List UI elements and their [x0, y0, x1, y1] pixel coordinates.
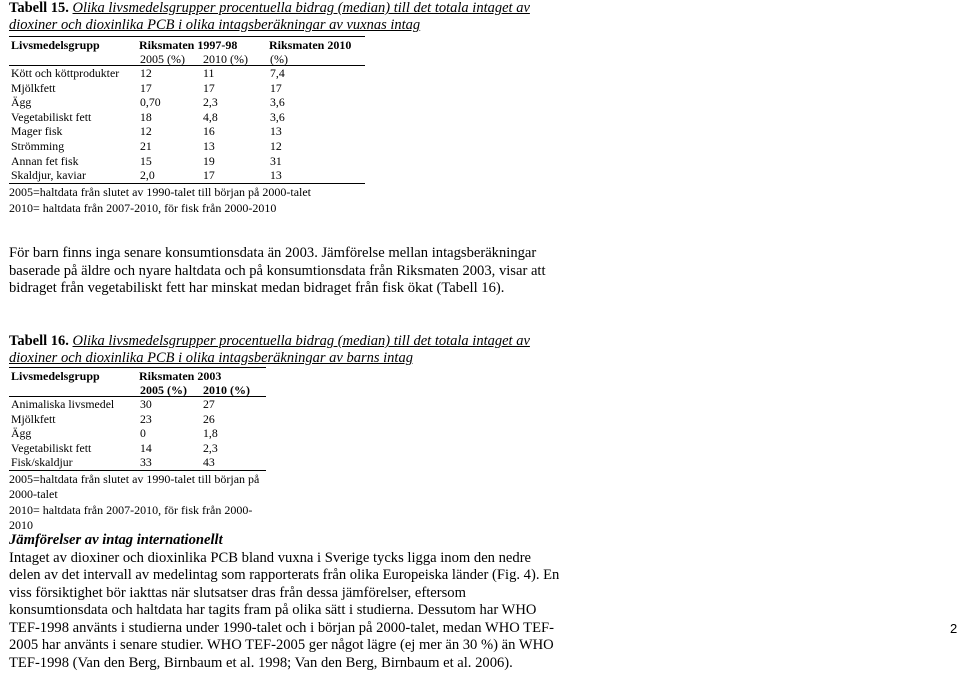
page-number: 2 — [950, 621, 958, 636]
table-row: Mager fisk 12 16 13 — [11, 124, 282, 139]
table15-sub-2010: 2010 (%) — [203, 52, 248, 66]
table15-col-group: Livsmedelsgrupp — [11, 38, 100, 52]
paragraph-line: Intaget av dioxiner och dioxinlika PCB bland vuxna i Sverige tycks ligga inom den nedre — [9, 549, 532, 566]
section-heading: Jämförelser av intag internationellt — [9, 532, 223, 548]
table15-header — [9, 37, 365, 65]
table15-sub-2005: 2005 (%) — [140, 52, 185, 66]
table16-note2: 2010= haltdata från 2007-2010, för fisk från 2000-2010 — [9, 502, 253, 532]
paragraph-line: TEF-1998 (Van den Berg, Birnbaum et al. 1998; Van den Berg, Birnbaum et al. 2006). — [9, 654, 513, 671]
table-row: Mjölkfett 23 26 — [11, 411, 215, 426]
paragraph-line: bidraget från vegetabiliskt fett har minskat medan bidraget från fisk ökat (Tabell 16). — [9, 280, 505, 296]
table-row: Animaliska livsmedel 30 27 — [11, 397, 215, 411]
table16-col-group: Livsmedelsgrupp — [11, 369, 100, 383]
table16-title-line2: dioxiner och dioxinlika PCB i olika intagsberäkningar av barns intag — [9, 350, 413, 366]
table-row: Ägg 0,70 2,3 3,6 — [11, 95, 285, 110]
paragraph-line: För barn finns inga senare konsumtionsdata än 2003. Jämförelse mellan intagsberäkningar — [9, 245, 537, 261]
table-row: Skaldjur, kaviar 2,0 17 13 — [11, 168, 282, 183]
table16-sub-2005: 2005 (%) — [140, 383, 187, 397]
table16-col-riks2003: Riksmaten 2003 — [139, 369, 222, 383]
table-row: Ägg 0 1,8 — [11, 426, 218, 441]
table15-col-riks2010: Riksmaten 2010 — [269, 38, 352, 52]
paragraph-line: viss försiktighet bör iakttas när slutsatser dras från dessa jämförelser, eftersom — [9, 584, 466, 601]
table16-sub-2010: 2010 (%) — [203, 383, 250, 397]
table15-caption — [9, 0, 594, 34]
table-row: Fisk/skaldjur 33 43 — [11, 455, 215, 470]
table15-note1: 2005=haltdata från slutet av 1990-talet till början på 2000-talet — [9, 184, 312, 199]
table15-note2: 2010= haltdata från 2007-2010, för fisk från 2000-2010 — [9, 200, 277, 215]
table15-title-line2: dioxiner och dioxinlika PCB i olika intagsberäkningar av vuxnas intag — [9, 17, 421, 33]
table16-label: Tabell 16. — [9, 333, 69, 349]
section-international — [9, 532, 589, 672]
table16-body — [9, 397, 266, 470]
table-row: Annan fet fisk 15 19 31 — [11, 153, 282, 168]
table16-header — [9, 368, 266, 396]
table16-caption — [9, 333, 594, 367]
paragraph-line: baserade på äldre och nyare haltdata och på konsumtionsdata från Riksmaten 2003, visar att — [9, 262, 546, 279]
table-row: Mjölkfett 17 17 17 — [11, 80, 282, 95]
paragraph-line: delen av det intervall av medelintag som rapporterats från olika Europeiska länder (Fig. 4). En — [9, 567, 560, 583]
table16-title-line1: Olika livsmedelsgrupper procentuella bidrag (median) till det totala intaget av — [72, 333, 530, 349]
table15-sub-pct: (%) — [270, 52, 288, 66]
table15-body — [9, 66, 365, 183]
table-row: Vegetabiliskt fett 18 4,8 3,6 — [11, 109, 285, 124]
paragraph-line: konsumtionsdata och haltdata har tagits fram på olika sätt i studierna. Dessutom har WHO — [9, 602, 537, 618]
table15-col-riks1997: Riksmaten 1997-98 — [139, 38, 238, 52]
paragraph-line: 2005 har använts i senare studier. WHO TEF-2005 ger något lägre (ej mer än 30 %) än WHO — [9, 637, 554, 653]
table15 — [9, 36, 365, 216]
table-row: Vegetabiliskt fett 14 2,3 — [11, 440, 218, 455]
table16 — [9, 367, 266, 533]
paragraph-children-intake — [9, 245, 589, 298]
table-row: Strömming 21 13 12 — [11, 138, 282, 153]
paragraph-line: TEF-1998 använts i studierna under 1990-talet och i början på 2000-talet, medan WHO TEF- — [9, 619, 554, 636]
table15-title-line1: Olika livsmedelsgrupper procentuella bidrag (median) till det totala intaget av — [72, 0, 530, 16]
table16-note1: 2005=haltdata från slutet av 1990-talet till början på 2000-talet — [9, 471, 260, 501]
table-row: Kött och köttprodukter 12 11 7,4 — [11, 66, 285, 80]
table15-label: Tabell 15. — [9, 0, 69, 16]
